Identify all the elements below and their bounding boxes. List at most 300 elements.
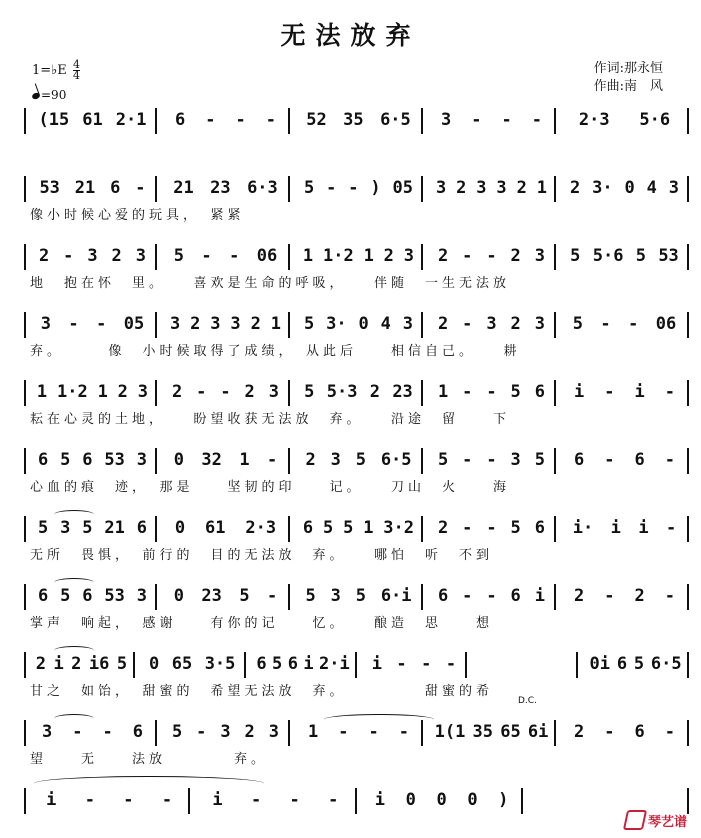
measure bbox=[431, 518, 552, 538]
barline bbox=[687, 380, 689, 406]
note-token: - bbox=[664, 722, 675, 742]
note-token: 32 bbox=[201, 450, 222, 470]
notation-row bbox=[24, 584, 689, 610]
barline bbox=[188, 788, 190, 814]
note-token: - bbox=[96, 314, 107, 334]
measure bbox=[32, 518, 153, 538]
time-signature bbox=[73, 60, 80, 81]
note-token: 6 bbox=[136, 518, 147, 538]
note-token: - bbox=[604, 586, 615, 606]
note-token: 23 bbox=[210, 178, 231, 198]
note-token: - bbox=[486, 518, 497, 538]
note-token: 23 bbox=[392, 382, 413, 402]
measure bbox=[298, 518, 419, 538]
note-token: 0 bbox=[436, 790, 447, 810]
barline bbox=[288, 312, 290, 338]
lyric-text: 地 抱在怀 里。 喜欢是生命的呼吸， 伴随 一生无法放 bbox=[30, 276, 511, 291]
note-token: i bbox=[303, 654, 314, 674]
measure bbox=[32, 110, 153, 130]
barline bbox=[687, 312, 689, 338]
measure bbox=[165, 382, 286, 402]
note-token: 6 bbox=[37, 450, 49, 470]
note-token: 06 bbox=[256, 246, 278, 266]
tempo-marking bbox=[32, 88, 66, 102]
note-token: - bbox=[201, 246, 212, 266]
lyric-row bbox=[24, 202, 689, 222]
note-token: 6 bbox=[302, 518, 314, 538]
note-token: 21 bbox=[74, 178, 96, 198]
note-token: - bbox=[462, 586, 473, 606]
note-token: 2·3 bbox=[578, 110, 610, 130]
note-token: 1 bbox=[437, 382, 449, 402]
note-token: 6 bbox=[534, 382, 545, 402]
note-token: 6 bbox=[634, 450, 645, 470]
measure bbox=[564, 110, 685, 130]
note-token: - bbox=[368, 722, 379, 742]
note-token: i6 bbox=[88, 654, 110, 674]
barline bbox=[24, 720, 26, 746]
note-token: 3 bbox=[534, 314, 545, 334]
note-token: 3 bbox=[496, 178, 507, 198]
note-token: 3 bbox=[135, 246, 146, 266]
note-token: 5 bbox=[510, 518, 521, 538]
measure bbox=[32, 722, 153, 742]
lyric-row bbox=[24, 814, 689, 834]
lyric-text: 掌声 响起， 感谢 有你的记 忆。 酿造 思 想 bbox=[30, 616, 494, 631]
barline bbox=[24, 584, 26, 610]
lyric-row bbox=[24, 406, 689, 426]
measure bbox=[298, 110, 419, 130]
note-token: 3 bbox=[403, 246, 415, 266]
note-token: - bbox=[161, 790, 173, 810]
note-token: 2 bbox=[35, 654, 46, 674]
note-token: - bbox=[486, 246, 497, 266]
note-token: 5 bbox=[510, 382, 521, 402]
note-token: i· bbox=[572, 518, 594, 538]
measure bbox=[431, 178, 552, 198]
note-token: ) bbox=[370, 178, 381, 198]
measure bbox=[298, 178, 419, 198]
note-token: 23 bbox=[201, 586, 222, 606]
barline bbox=[355, 652, 357, 678]
note-token: 6 bbox=[110, 178, 121, 198]
measure bbox=[431, 246, 552, 266]
note-token: 1 bbox=[97, 382, 108, 402]
note-token: - bbox=[600, 314, 611, 334]
note-token: 53 bbox=[104, 586, 125, 606]
note-token: 3 bbox=[220, 722, 231, 742]
measure bbox=[564, 178, 685, 198]
measure bbox=[165, 722, 286, 742]
note-token: 2 bbox=[510, 246, 521, 266]
barline bbox=[288, 108, 290, 134]
note-token: - bbox=[102, 722, 113, 742]
measure bbox=[32, 246, 153, 266]
note-token: - bbox=[196, 722, 207, 742]
note-token: 1 bbox=[36, 382, 48, 402]
note-token: i bbox=[374, 790, 386, 810]
note-token: 3 bbox=[486, 314, 497, 334]
barline bbox=[155, 380, 157, 406]
note-token: 1 bbox=[536, 178, 547, 198]
note-token: - bbox=[531, 110, 542, 130]
note-token: - bbox=[486, 450, 497, 470]
barline bbox=[554, 516, 556, 542]
note-token: 4 bbox=[380, 314, 391, 334]
note-token: 53 bbox=[658, 246, 679, 266]
note-token: 3·2 bbox=[383, 518, 415, 538]
barline bbox=[465, 652, 467, 678]
score-title: 无法放弃 bbox=[280, 21, 421, 50]
barline bbox=[421, 380, 423, 406]
barline bbox=[24, 788, 26, 814]
notation-row bbox=[24, 108, 689, 134]
note-token: 05 bbox=[392, 178, 413, 198]
note-token: i bbox=[371, 654, 382, 674]
barline bbox=[421, 312, 423, 338]
measure bbox=[32, 382, 153, 402]
note-token: 5 bbox=[304, 382, 315, 402]
barline bbox=[554, 108, 556, 134]
note-token: 1 bbox=[239, 450, 250, 470]
note-token: 65 bbox=[500, 722, 521, 742]
note-token: i bbox=[610, 518, 621, 538]
measure bbox=[254, 654, 353, 674]
tie bbox=[34, 776, 264, 791]
note-token: 3 bbox=[476, 178, 487, 198]
barline bbox=[687, 584, 689, 610]
note-token: 0 bbox=[174, 518, 186, 538]
note-token: 6·5 bbox=[650, 654, 682, 674]
note-token: - bbox=[628, 314, 639, 334]
note-token: 1 bbox=[363, 246, 374, 266]
note-token: 2 bbox=[171, 382, 183, 402]
note-token: 5 bbox=[572, 314, 583, 334]
barline bbox=[155, 448, 157, 474]
note-token: 5 bbox=[171, 722, 183, 742]
note-token: 2 bbox=[574, 722, 585, 742]
note-token: 0 bbox=[358, 314, 369, 334]
note-token: 2 bbox=[71, 654, 82, 674]
note-token: 6 bbox=[82, 586, 93, 606]
barline bbox=[421, 244, 423, 270]
note-token: 3 bbox=[534, 246, 545, 266]
note-token: 3· bbox=[592, 178, 613, 198]
note-token: 5 bbox=[534, 450, 545, 470]
note-token: i bbox=[212, 790, 223, 810]
measure bbox=[32, 178, 153, 198]
note-token: - bbox=[328, 790, 339, 810]
barline bbox=[421, 448, 423, 474]
note-token: ) bbox=[498, 790, 509, 810]
measure bbox=[165, 586, 286, 606]
note-token: 5 bbox=[323, 518, 334, 538]
note-token: - bbox=[326, 178, 337, 198]
note-token: 3 bbox=[230, 314, 241, 334]
note-token: 5 bbox=[355, 586, 366, 606]
note-token: - bbox=[396, 654, 407, 674]
measure bbox=[32, 450, 153, 470]
measure bbox=[298, 586, 419, 606]
notation-row bbox=[24, 788, 689, 814]
dc-marking: D.C. bbox=[518, 696, 537, 706]
lyric-row bbox=[24, 474, 689, 494]
site-logo bbox=[625, 810, 687, 830]
notation-row bbox=[24, 312, 689, 338]
note-token: - bbox=[338, 722, 349, 742]
note-token: 3 bbox=[136, 586, 147, 606]
note-token: 5·6 bbox=[639, 110, 671, 130]
slur bbox=[54, 578, 94, 587]
note-token: - bbox=[348, 178, 359, 198]
score-line bbox=[24, 448, 689, 494]
composer: 作曲:南 风 bbox=[593, 79, 663, 94]
note-token: - bbox=[664, 382, 675, 402]
notation-row bbox=[24, 448, 689, 474]
measure bbox=[32, 654, 131, 674]
note-token: 0 bbox=[173, 450, 184, 470]
note-token: - bbox=[220, 382, 231, 402]
note-token: 35 bbox=[472, 722, 493, 742]
note-token: 1 bbox=[363, 518, 374, 538]
note-token: 2 bbox=[569, 178, 581, 198]
note-token: - bbox=[135, 178, 146, 198]
note-token: - bbox=[265, 110, 276, 130]
barline bbox=[288, 380, 290, 406]
note-token: 1·2 bbox=[57, 382, 88, 402]
measure bbox=[143, 654, 242, 674]
notation-row bbox=[24, 516, 689, 542]
note-token: 6 bbox=[287, 654, 298, 674]
note-token: 6·3 bbox=[247, 178, 278, 198]
measure bbox=[32, 790, 186, 810]
note-token: 6·5 bbox=[380, 450, 412, 470]
note-token: 5 bbox=[272, 654, 283, 674]
barline bbox=[521, 788, 523, 814]
notation-row bbox=[24, 176, 689, 202]
barline bbox=[24, 108, 26, 134]
score-line bbox=[24, 244, 689, 290]
note-token: 21 bbox=[173, 178, 194, 198]
barline bbox=[421, 108, 423, 134]
note-token: - bbox=[250, 790, 262, 810]
measure bbox=[564, 382, 685, 402]
barline bbox=[155, 584, 157, 610]
note-token: 2 bbox=[437, 246, 449, 266]
logo-icon bbox=[623, 810, 647, 830]
note-token: 6·i bbox=[380, 586, 412, 606]
note-token: 6 bbox=[534, 518, 545, 538]
lyric-row bbox=[24, 338, 689, 358]
note-token: 52 bbox=[306, 110, 327, 130]
lyric-row bbox=[24, 678, 689, 698]
note-token: - bbox=[664, 586, 675, 606]
slur bbox=[54, 714, 94, 723]
note-token: 2 bbox=[305, 450, 316, 470]
note-token: 5 bbox=[303, 178, 315, 198]
note-token: 21 bbox=[104, 518, 125, 538]
note-token: 2 bbox=[437, 314, 449, 334]
measure bbox=[431, 586, 552, 606]
barline bbox=[554, 380, 556, 406]
barline bbox=[288, 448, 290, 474]
note-token: - bbox=[123, 790, 134, 810]
note-token: 6 bbox=[37, 586, 49, 606]
barline bbox=[155, 516, 157, 542]
note-token: 3 bbox=[136, 450, 147, 470]
note-token: 3· bbox=[326, 314, 347, 334]
barline bbox=[155, 244, 157, 270]
barline bbox=[288, 720, 290, 746]
note-token: 2 bbox=[244, 722, 255, 742]
quarter-note-icon bbox=[31, 92, 41, 100]
measure bbox=[165, 178, 286, 198]
note-token: 5 bbox=[633, 654, 645, 674]
measure bbox=[431, 722, 552, 742]
barline bbox=[687, 108, 689, 134]
note-token: i bbox=[53, 654, 64, 674]
barline bbox=[554, 312, 556, 338]
note-token: 61 bbox=[82, 110, 103, 130]
note-token: 1 bbox=[308, 722, 319, 742]
measure bbox=[564, 518, 685, 538]
note-token: 3 bbox=[169, 314, 181, 334]
barline bbox=[133, 652, 135, 678]
score-line bbox=[24, 176, 689, 222]
barline bbox=[24, 652, 26, 678]
note-token: 6 bbox=[616, 654, 628, 674]
note-token: 5 bbox=[355, 450, 366, 470]
measure bbox=[564, 450, 685, 470]
note-token: - bbox=[289, 790, 300, 810]
measure bbox=[431, 110, 552, 130]
score-line bbox=[24, 652, 689, 706]
note-token: 53 bbox=[39, 178, 60, 198]
note-token: 5 bbox=[303, 314, 315, 334]
barline bbox=[554, 244, 556, 270]
note-token: - bbox=[68, 314, 79, 334]
measure bbox=[32, 314, 153, 334]
note-token: 2 bbox=[516, 178, 527, 198]
barline bbox=[355, 788, 357, 814]
lyric-text: 望 无 法放 弃。 bbox=[30, 752, 269, 767]
note-token: 5 bbox=[60, 586, 71, 606]
note-token: 0 bbox=[149, 654, 160, 674]
note-token: 3 bbox=[510, 450, 521, 470]
note-token: 2 bbox=[574, 586, 585, 606]
note-token: 05 bbox=[123, 314, 145, 334]
note-token: i bbox=[574, 382, 585, 402]
lyric-text: 无所 畏惧， 前行的 目的无法放 弃。 哪怕 听 不到 bbox=[30, 548, 494, 563]
note-token: 5·6 bbox=[592, 246, 624, 266]
note-token: 35 bbox=[343, 110, 364, 130]
note-token: 6 bbox=[175, 110, 186, 130]
note-token: 5 bbox=[60, 450, 71, 470]
note-token: 2 bbox=[634, 586, 645, 606]
lyric-text: 心血的痕 迹， 那是 坚韧的印 记。 刀山 火 海 bbox=[30, 480, 511, 495]
lyric-text: 甘之 如饴， 甜蜜的 希望无法放 弃。 甜蜜的希 bbox=[30, 684, 494, 699]
score-line bbox=[24, 380, 689, 426]
barline bbox=[554, 584, 556, 610]
note-token: 5 bbox=[635, 246, 646, 266]
barline bbox=[421, 584, 423, 610]
barline bbox=[687, 516, 689, 542]
note-token: - bbox=[471, 110, 482, 130]
note-token: 2 bbox=[111, 246, 122, 266]
measure bbox=[165, 450, 286, 470]
note-token: 3 bbox=[668, 178, 679, 198]
note-token: 3·5 bbox=[204, 654, 236, 674]
barline bbox=[687, 448, 689, 474]
note-token: i bbox=[46, 790, 57, 810]
barline bbox=[687, 788, 689, 814]
barline bbox=[421, 516, 423, 542]
note-token: 1·2 bbox=[323, 246, 354, 266]
note-token: i bbox=[638, 518, 649, 538]
note-token: - bbox=[229, 246, 240, 266]
barline bbox=[288, 584, 290, 610]
barline bbox=[288, 244, 290, 270]
note-token: (15 bbox=[38, 110, 70, 130]
note-token: 2 bbox=[369, 382, 380, 402]
slur bbox=[54, 646, 94, 655]
note-token: 3 bbox=[330, 586, 341, 606]
score-line bbox=[24, 108, 689, 154]
note-token: 61 bbox=[205, 518, 226, 538]
note-token: - bbox=[205, 110, 216, 130]
barline bbox=[155, 720, 157, 746]
barline bbox=[554, 176, 556, 202]
note-token: 1(1 bbox=[434, 722, 466, 742]
note-token: - bbox=[462, 246, 473, 266]
note-token: 3 bbox=[42, 722, 53, 742]
note-token: 5 bbox=[82, 518, 93, 538]
barline bbox=[687, 244, 689, 270]
note-token: 6·5 bbox=[380, 110, 411, 130]
note-token: 6 bbox=[82, 450, 93, 470]
note-token: 3 bbox=[435, 178, 447, 198]
measure bbox=[298, 722, 419, 742]
barline bbox=[24, 380, 26, 406]
note-token: 5 bbox=[343, 518, 354, 538]
note-token: i bbox=[534, 586, 545, 606]
note-token: 2 bbox=[250, 314, 261, 334]
measure bbox=[165, 246, 286, 266]
measure bbox=[165, 518, 286, 538]
note-token: - bbox=[604, 450, 615, 470]
note-token: - bbox=[398, 722, 409, 742]
note-token: 6 bbox=[510, 586, 521, 606]
note-token: 3 bbox=[87, 246, 98, 266]
measure bbox=[165, 110, 286, 130]
barline bbox=[24, 244, 26, 270]
note-token: 5 bbox=[239, 586, 250, 606]
note-token: - bbox=[63, 246, 74, 266]
note-token: - bbox=[84, 790, 95, 810]
barline bbox=[155, 176, 157, 202]
barline bbox=[24, 516, 26, 542]
note-token: 5·3 bbox=[326, 382, 358, 402]
measure bbox=[298, 314, 419, 334]
note-token: - bbox=[604, 722, 615, 742]
notation-row bbox=[24, 244, 689, 270]
note-token: 5 bbox=[173, 246, 184, 266]
measure bbox=[431, 314, 552, 334]
score-line bbox=[24, 584, 689, 630]
note-token: 5 bbox=[570, 246, 581, 266]
measure bbox=[298, 382, 419, 402]
note-token: 0i bbox=[589, 654, 611, 674]
